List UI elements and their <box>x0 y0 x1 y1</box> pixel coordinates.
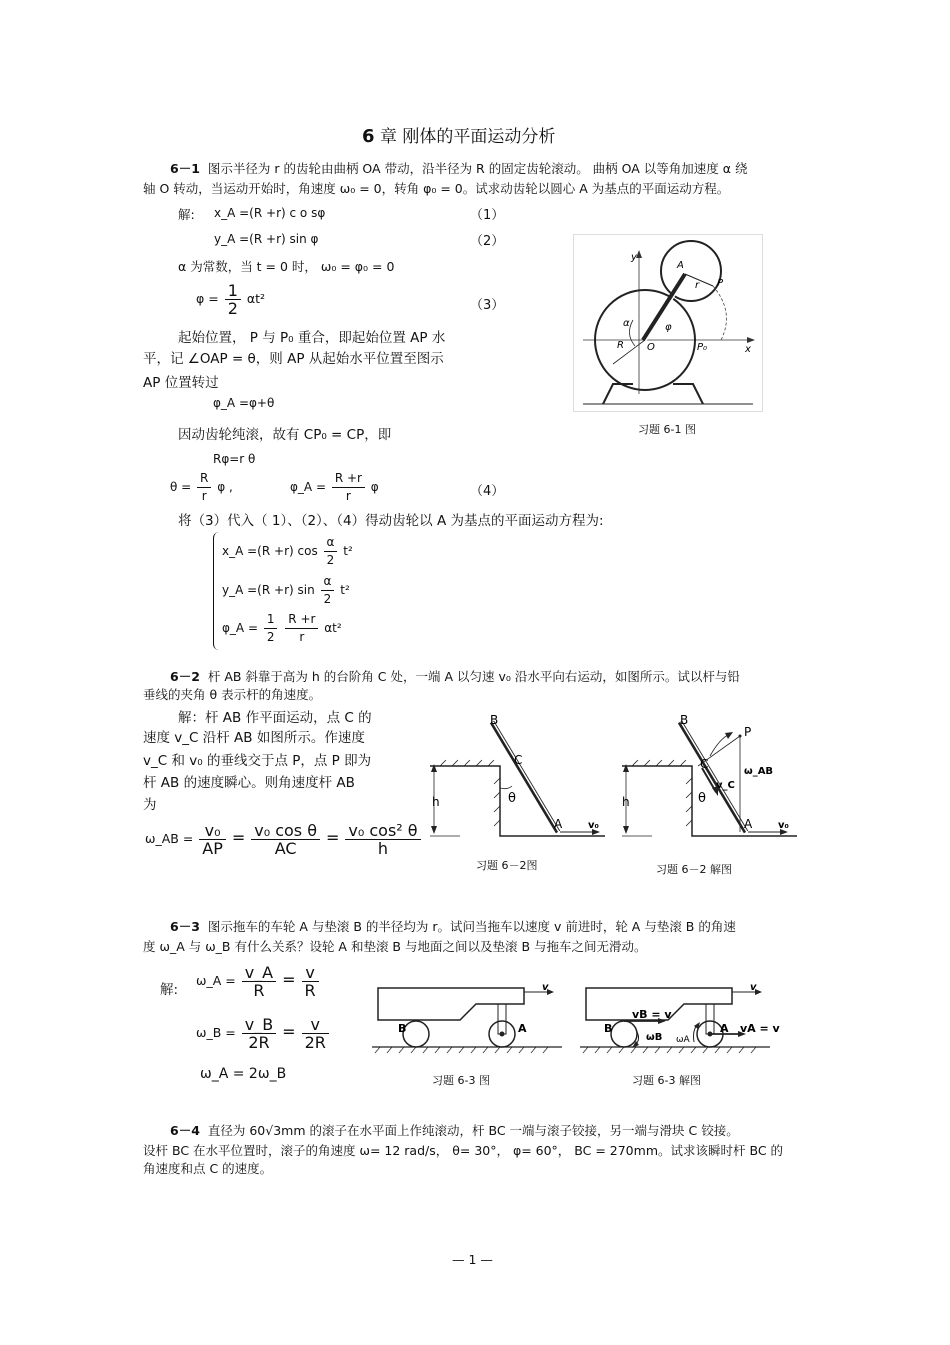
fig61-label-x: x <box>745 344 751 355</box>
figure-6-2-caption: 习题 6－2图 <box>476 859 538 872</box>
fig61-label-r: r <box>695 280 700 291</box>
figure-6-3-solution <box>580 980 790 1062</box>
fig63-label-v: v <box>542 982 549 993</box>
p62-sol4: 杆 AB 的速度瞬心。则角速度杆 AB <box>143 775 355 791</box>
eq2-number: （2） <box>470 234 505 249</box>
fig61-label-P0: P₀ <box>697 342 708 353</box>
figure-6-3-caption: 习题 6-3 图 <box>432 1074 490 1087</box>
fig62s-label-vC: v_C <box>716 780 735 791</box>
eq2: y_A =(R +r) sin φ <box>214 232 319 246</box>
fig62-label-A: A <box>554 817 563 831</box>
fig63s-label-wA: ωA <box>676 1035 690 1045</box>
problem-6-2-head: 6－2 <box>170 669 200 684</box>
figure-6-1 <box>573 234 763 412</box>
fig62s-label-B: B <box>680 713 689 727</box>
eq-phiA: φ_A =φ+θ <box>213 396 275 410</box>
fig62s-label-v0: v₀ <box>778 820 789 831</box>
figure-6-2-solution <box>612 708 802 848</box>
eq4b: φ_A = $\frac{R +r}{r}$ φ <box>290 471 379 503</box>
problem-6-3-line2: 度 ω_A 与 ω_B 有什么关系？设轮 A 和垫滚 B 与地面之间以及垫滚 B 与拖车之间无滑动。 <box>143 939 647 954</box>
fig63s-label-B: B <box>604 1022 613 1035</box>
problem-6-4-head: 6－4 <box>170 1123 200 1138</box>
p61-text3: AP 位置转过 <box>143 375 219 391</box>
fig62-label-C: C <box>514 753 523 767</box>
eq-omega-B: ω_B = $\frac{v\_B}{2R}$ = $\frac{v}{2R}$ <box>196 1016 331 1051</box>
eq-omega-A: ω_A = $\frac{v\_A}{R}$ = $\frac{v}{R}$ <box>196 964 321 999</box>
fig62-label-theta: θ <box>508 791 516 806</box>
problem-6-1-line2: 轴 O 转动，当运动开始时，角速度 ω₀ = 0，转角 φ₀ = 0。试求动齿轮以圆心 A 为基点的平面运动方程。 <box>143 181 730 196</box>
problem-6-3-head: 6－3 <box>170 919 200 934</box>
solution-label: 解: <box>178 207 195 222</box>
fig62s-label-wAB: ω_AB <box>744 766 774 777</box>
alpha-constant: α 为常数，当 t = 0 时， ω₀ = φ₀ = 0 <box>178 259 395 274</box>
eq4a: θ = $\frac{R}{r}$ φ , <box>170 471 233 503</box>
p61-text2: 平，记 ∠OAP = θ，则 AP 从起始水平位置至图示 <box>143 351 444 367</box>
p61-text4: 因动齿轮纯滚，故有 CP₀ = CP，即 <box>178 427 392 443</box>
fig62s-label-h: h <box>622 795 630 809</box>
problem-6-4-line2: 设杆 BC 在水平位置时，滚子的角速度 ω= 12 rad/s， θ= 30°， φ= 60°， BC = 270mm。试求该瞬时杆 BC 的 <box>143 1143 784 1158</box>
fig61-label-phi: φ <box>665 322 672 333</box>
fig63s-label-wB: ωB <box>646 1032 663 1043</box>
fig62-label-B: B <box>490 713 499 727</box>
figure-6-2-solution-caption: 习题 6－2 解图 <box>656 863 732 876</box>
fig61-label-y: y <box>631 252 637 263</box>
fig63s-label-vA: vA = v <box>740 1022 780 1035</box>
fig61-label-P: P <box>717 278 724 289</box>
system-eq1: x_A =(R +r) cos $\frac{\alpha}{2}$ t² <box>222 535 353 567</box>
p62-sol5: 为 <box>143 797 157 813</box>
fig63-label-B: B <box>398 1022 407 1035</box>
fig61-label-O: O <box>647 342 655 353</box>
fig61-label-alpha: α <box>623 318 630 329</box>
fig62s-label-theta: θ <box>698 791 706 806</box>
problem-6-4-line1: 6－4 直径为 60√3mm 的滚子在水平面上作纯滚动，杆 BC 一端与滚子铰接，另一端与滑块 C 铰接。 <box>170 1123 739 1138</box>
figure-6-1-caption: 习题 6-1 图 <box>638 423 696 436</box>
eq-roll: Rφ=r θ <box>213 452 256 466</box>
chapter-number: 6 <box>362 126 375 147</box>
problem-6-3-line1: 6－3 图示拖车的车轮 A 与垫滚 B 的半径均为 r。试问当拖车以速度 v 前进时，轮 A 与垫滚 B 的角速 <box>170 919 736 934</box>
eq-omega-relation: ω_A = 2ω_B <box>200 1066 287 1082</box>
problem-6-2-line2: 垂线的夹角 θ 表示杆的角速度。 <box>143 687 322 702</box>
eq3: φ = $\frac{1}{2}$ αt² <box>196 281 266 318</box>
fig61-label-R: R <box>617 340 624 351</box>
p62-sol2: 速度 v_C 沿杆 AB 如图所示。作速度 <box>143 730 365 746</box>
fig61-label-A: A <box>677 260 684 271</box>
p61-text1: 起始位置， P 与 P₀ 重合，即起始位置 AP 水 <box>178 330 446 346</box>
fig62-label-h: h <box>432 795 440 809</box>
problem-6-1-line1: 6－1 图示半径为 r 的齿轮由曲柄 OA 带动，沿半径为 R 的固定齿轮滚动。 曲柄 OA 以等角加速度 α 绕 <box>170 161 748 176</box>
eq4-number: （4） <box>470 484 505 499</box>
fig62-label-v0: v₀ <box>588 820 599 831</box>
figure-6-2 <box>420 708 610 848</box>
solution-label-6-3: 解: <box>160 982 179 998</box>
fig63-label-A: A <box>518 1022 527 1035</box>
system-eq3: φ_A = $\frac{1}{2}$ $\frac{R +r}{r}$ αt² <box>222 612 342 644</box>
eq-omega-AB: ω_AB = $\frac{\text{v₀}}{AP}$ = $\frac{\text{v₀ cos θ}}{AC}$ = $\frac{\text{v₀ cos² θ}}{h}$ <box>145 822 423 857</box>
chapter-title-text: 章 刚体的平面运动分析 <box>379 127 556 147</box>
equation-system-brace <box>213 532 222 650</box>
p62-sol1: 解：杆 AB 作平面运动，点 C 的 <box>178 710 372 726</box>
problem-6-2-line1: 6－2 杆 AB 斜靠于高为 h 的台阶角 C 处，一端 A 以匀速 v₀ 沿水平向右运动，如图所示。试以杆与铅 <box>170 669 740 684</box>
page-number: — 1 — <box>452 1252 493 1267</box>
figure-6-3 <box>372 980 562 1062</box>
p62-sol3: v_C 和 v₀ 的垂线交于点 P，点 P 即为 <box>143 753 372 769</box>
fig62s-label-A: A <box>744 817 753 831</box>
p61-text5: 将（3）代入（ 1）、（2）、（4）得动齿轮以 A 为基点的平面运动方程为: <box>178 513 604 529</box>
eq1-number: （1） <box>470 208 505 223</box>
eq3-number: （3） <box>470 298 505 313</box>
fig63s-label-vB: vB = v <box>632 1008 672 1021</box>
eq1: x_A =(R +r) c o sφ <box>214 206 326 220</box>
fig62s-label-P: P <box>744 725 752 739</box>
fig63s-label-v: v <box>750 982 757 993</box>
fig63s-label-A: A <box>720 1022 729 1035</box>
system-eq2: y_A =(R +r) sin $\frac{\alpha}{2}$ t² <box>222 574 350 606</box>
figure-6-3-solution-caption: 习题 6-3 解图 <box>632 1074 701 1087</box>
fig62s-label-C: C <box>700 757 709 771</box>
problem-6-4-line3: 角速度和点 C 的速度。 <box>143 1161 273 1176</box>
chapter-title <box>362 122 555 147</box>
problem-6-1-head: 6－1 <box>170 161 200 176</box>
